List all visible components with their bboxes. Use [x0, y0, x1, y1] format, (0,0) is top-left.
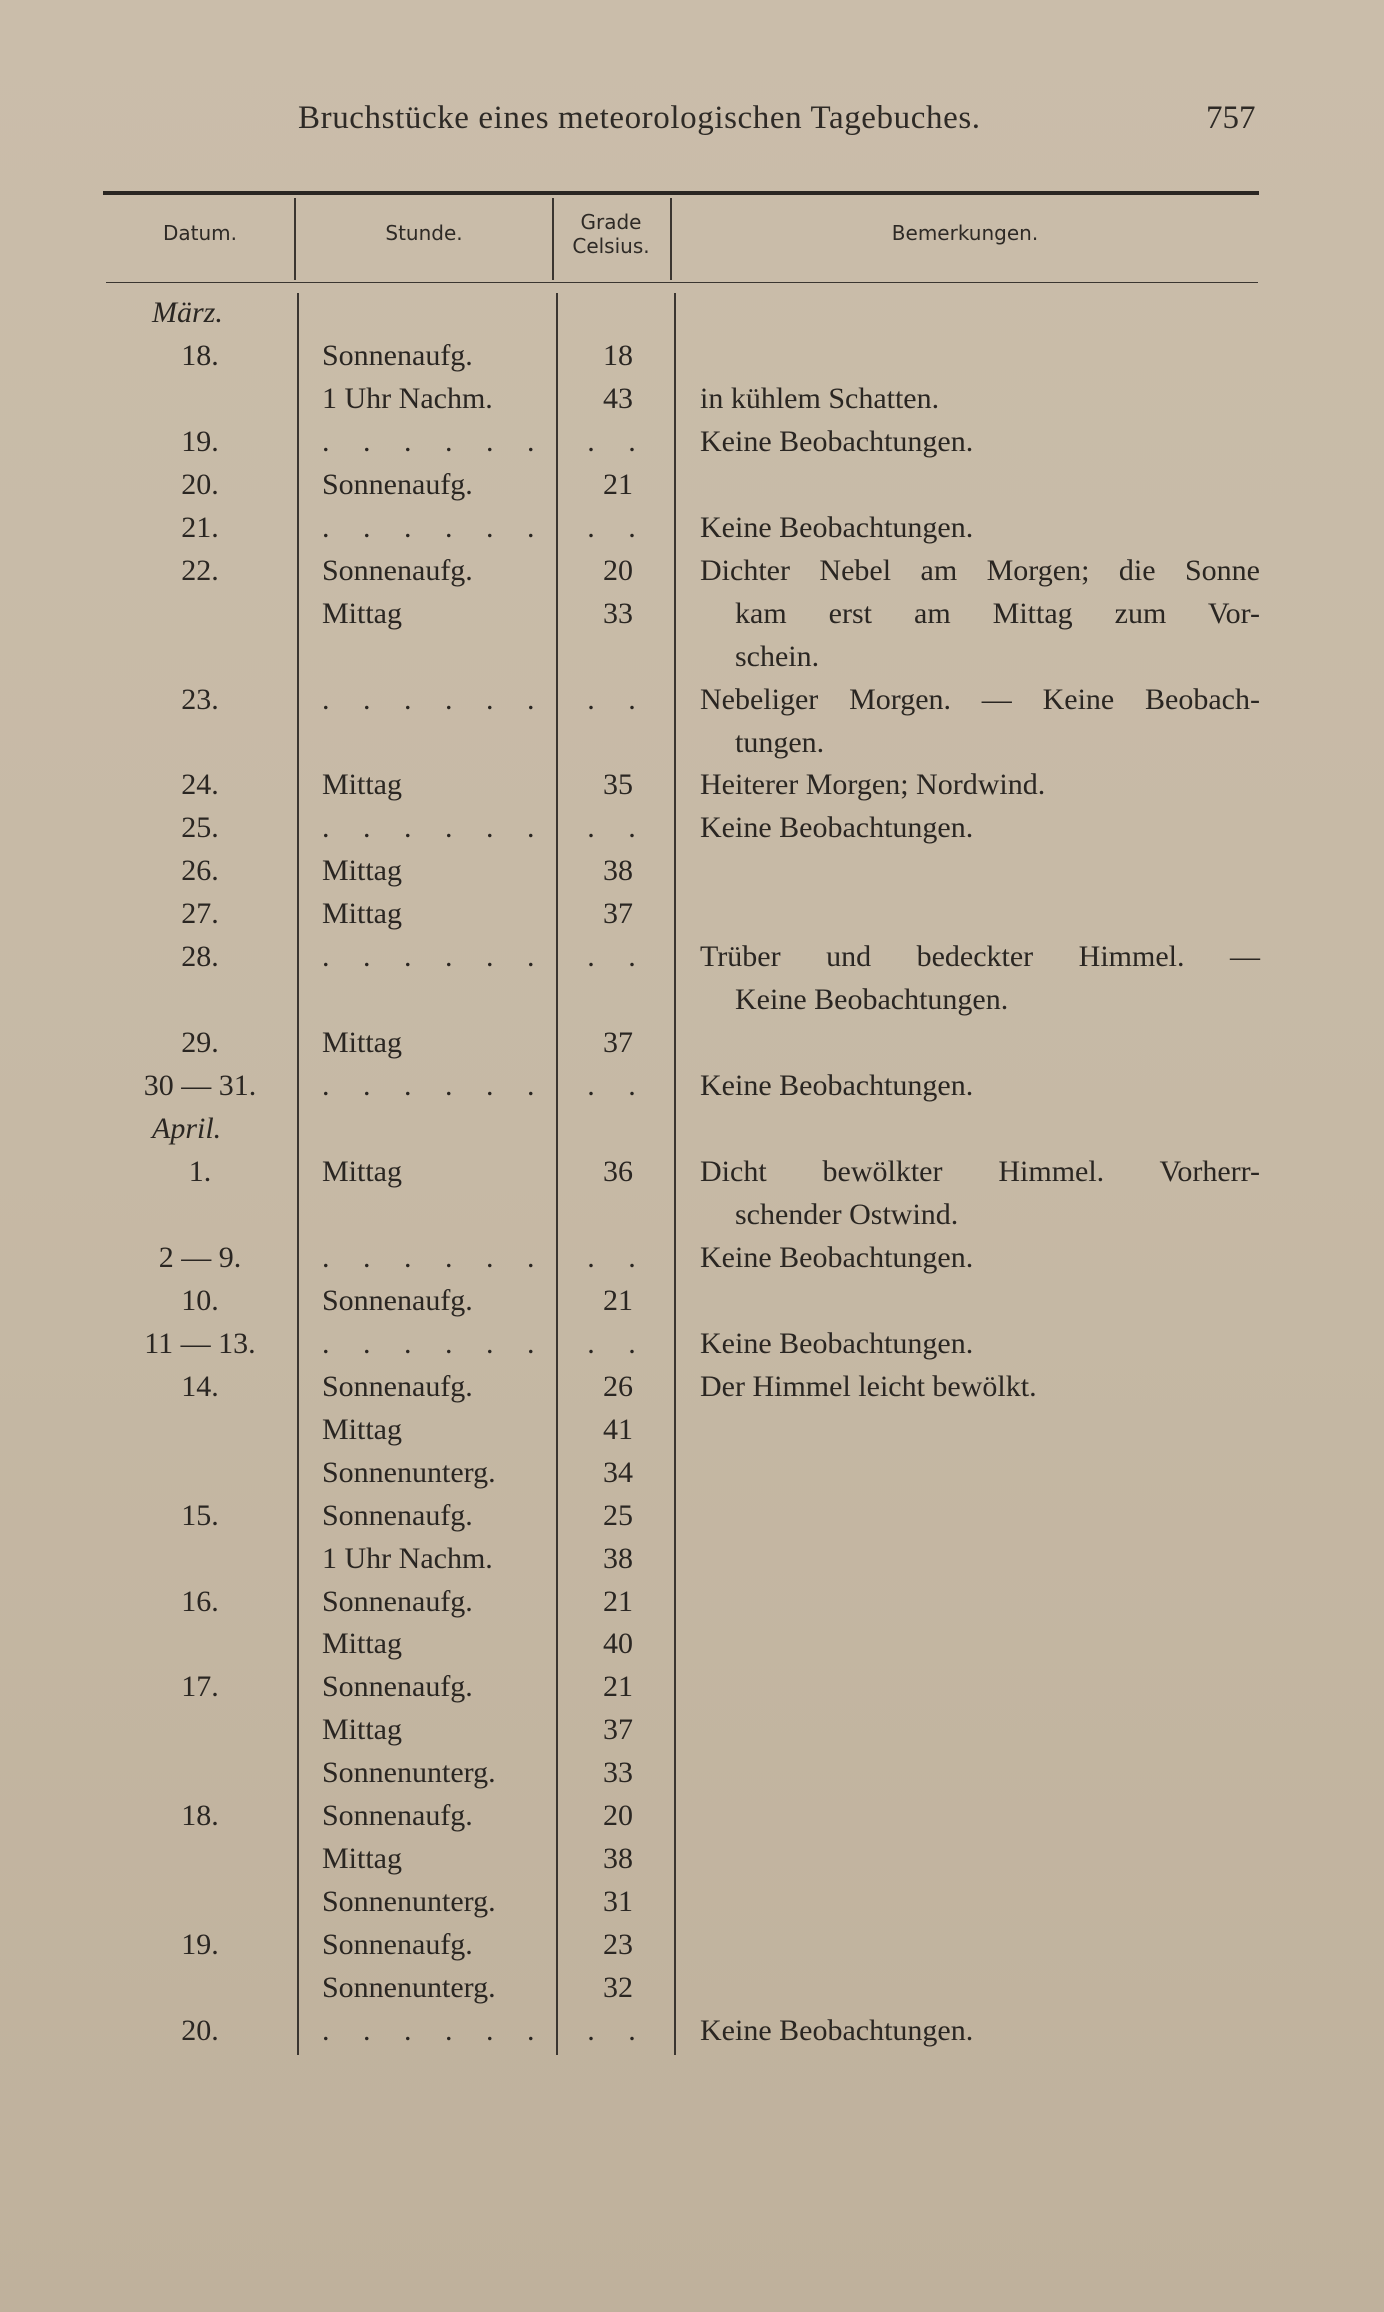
remarks-cell: Nebeliger Morgen. — Keine Beobach- — [700, 682, 1260, 716]
hour-cell: Mittag — [322, 854, 402, 888]
date-cell: 17. — [181, 1670, 219, 1704]
remarks-cell: schender Ostwind. — [735, 1197, 959, 1231]
hour-cell: . . . . . . — [322, 424, 548, 458]
hour-cell: . . . . . . — [322, 1240, 548, 1274]
date-cell: 20. — [181, 467, 219, 501]
hour-cell: . . . . . . — [322, 682, 548, 716]
hour-cell: Sonnenaufg. — [322, 338, 473, 372]
hour-cell: Mittag — [322, 768, 402, 802]
hour-cell: Mittag — [322, 897, 402, 931]
column-header-remarks: Bemerkungen. — [891, 221, 1039, 245]
degrees-cell: . . — [587, 811, 649, 845]
table-row — [0, 1923, 1384, 1966]
hour-cell: Mittag — [322, 1713, 402, 1747]
remarks-cell: Keine Beobachtungen. — [700, 1240, 974, 1274]
date-cell: 23. — [181, 682, 219, 716]
column-header-degrees-line1: Grade — [580, 210, 642, 234]
header-divider-3 — [670, 198, 672, 280]
page-number: 757 — [1206, 100, 1256, 136]
table-row — [0, 420, 1384, 463]
remarks-cell: Dicht bewölkter Himmel. Vorherr- — [700, 1155, 1260, 1188]
table-row — [0, 806, 1384, 849]
date-cell: 30 — 31. — [143, 1069, 257, 1103]
remarks-cell: Keine Beobachtungen. — [700, 424, 974, 458]
table-row — [0, 1880, 1384, 1923]
degrees-cell: 31 — [603, 1885, 633, 1919]
remarks-cell: Heiterer Morgen; Nordwind. — [700, 768, 1046, 802]
degrees-cell: 20 — [603, 553, 633, 587]
hour-cell: Mittag — [322, 1412, 402, 1446]
degrees-cell: 20 — [603, 1799, 633, 1833]
degrees-cell: . . — [587, 2014, 649, 2047]
header-divider-1 — [294, 198, 296, 280]
date-cell: 27. — [181, 897, 219, 931]
hour-cell: 1 Uhr Nachm. — [322, 1541, 493, 1575]
table-row — [0, 1837, 1384, 1880]
hour-cell: Mittag — [322, 596, 402, 630]
degrees-cell: . . — [587, 682, 649, 716]
hour-cell: . . . . . . — [322, 940, 548, 974]
remarks-cell: schein. — [735, 639, 820, 673]
date-cell: 21. — [181, 510, 219, 544]
table-row — [0, 1365, 1384, 1408]
table-row — [0, 1279, 1384, 1322]
remarks-cell: Trüber und bedeckter Himmel. — — [700, 940, 1260, 974]
hour-cell: Sonnenaufg. — [322, 553, 473, 587]
hour-cell: Sonnenunterg. — [322, 1455, 496, 1489]
degrees-cell: 40 — [603, 1627, 633, 1661]
hour-cell: Sonnenaufg. — [322, 1369, 473, 1403]
hour-cell: Mittag — [322, 1627, 402, 1661]
table-row — [0, 291, 1384, 334]
table-row — [0, 1236, 1384, 1279]
month-label: März. — [152, 296, 223, 329]
table-row — [0, 978, 1384, 1021]
remarks-cell: tungen. — [735, 725, 825, 759]
table-row — [0, 592, 1384, 635]
hour-cell: . . . . . . — [322, 510, 548, 544]
table-row — [0, 1622, 1384, 1665]
degrees-cell: 36 — [603, 1155, 633, 1188]
table-row — [0, 678, 1384, 721]
degrees-cell: 38 — [603, 1842, 633, 1876]
degrees-cell: 21 — [603, 467, 633, 501]
degrees-cell: 43 — [603, 381, 633, 415]
degrees-cell: 41 — [603, 1412, 633, 1446]
degrees-cell: 33 — [603, 596, 633, 630]
hour-cell: Mittag — [322, 1026, 402, 1060]
remarks-cell: Keine Beobachtungen. — [700, 811, 974, 845]
table-row — [0, 1322, 1384, 1365]
table-row — [0, 377, 1384, 420]
table-row — [0, 1794, 1384, 1837]
date-cell: 14. — [181, 1369, 219, 1403]
table-row — [0, 635, 1384, 678]
date-cell: 1. — [188, 1155, 212, 1188]
date-cell: 16. — [181, 1584, 219, 1618]
table-row — [0, 935, 1384, 978]
degrees-cell: 37 — [603, 897, 633, 931]
remarks-cell: Keine Beobachtungen. — [700, 2014, 974, 2047]
table-top-rule — [103, 191, 1259, 195]
degrees-cell: 34 — [603, 1455, 633, 1489]
degrees-cell: . . — [587, 424, 649, 458]
hour-cell: Sonnenunterg. — [322, 1885, 496, 1919]
table-row — [0, 506, 1384, 549]
table-row — [0, 2009, 1384, 2052]
hour-cell: . . . . . . — [322, 811, 548, 845]
degrees-cell: 21 — [603, 1584, 633, 1618]
hour-cell: Sonnenunterg. — [322, 1971, 496, 2005]
date-cell: 28. — [181, 940, 219, 974]
table-row — [0, 763, 1384, 806]
date-cell: 10. — [181, 1283, 219, 1317]
hour-cell: Sonnenunterg. — [322, 1756, 496, 1790]
remarks-cell: kam erst am Mittag zum Vor- — [735, 596, 1260, 630]
running-title: Bruchstücke eines meteorologischen Tagebuches. — [298, 100, 981, 136]
remarks-cell: Dichter Nebel am Morgen; die Sonne — [700, 553, 1260, 587]
degrees-cell: 38 — [603, 1541, 633, 1575]
date-cell: 19. — [181, 424, 219, 458]
table-row — [0, 334, 1384, 377]
remarks-cell: Der Himmel leicht bewölkt. — [700, 1369, 1037, 1403]
degrees-cell: 18 — [603, 338, 633, 372]
table-row — [0, 1193, 1384, 1236]
column-header-date: Datum. — [162, 221, 237, 245]
remarks-cell: Keine Beobachtungen. — [700, 1069, 974, 1103]
hour-cell: Sonnenaufg. — [322, 1498, 473, 1532]
degrees-cell: . . — [587, 1069, 649, 1103]
degrees-cell: . . — [587, 1326, 649, 1360]
hour-cell: Sonnenaufg. — [322, 1928, 473, 1962]
table-row — [0, 1064, 1384, 1107]
hour-cell: . . . . . . — [322, 2014, 548, 2047]
date-cell: 24. — [181, 768, 219, 802]
date-cell: 18. — [181, 1799, 219, 1833]
degrees-cell: . . — [587, 510, 649, 544]
table-row — [0, 1966, 1384, 2009]
hour-cell: Sonnenaufg. — [322, 1670, 473, 1704]
hour-cell: Sonnenaufg. — [322, 1283, 473, 1317]
date-cell: 26. — [181, 854, 219, 888]
table-row — [0, 1665, 1384, 1708]
hour-cell: 1 Uhr Nachm. — [322, 381, 493, 415]
table-row — [0, 849, 1384, 892]
degrees-cell: 23 — [603, 1928, 633, 1962]
degrees-cell: 26 — [603, 1369, 633, 1403]
table-row — [0, 1580, 1384, 1623]
column-header-degrees — [555, 210, 667, 258]
hour-cell: Sonnenaufg. — [322, 1799, 473, 1833]
date-cell: 15. — [181, 1498, 219, 1532]
table-row — [0, 1150, 1384, 1193]
table-header-rule — [106, 282, 1258, 283]
column-header-degrees-line2: Celsius. — [572, 234, 650, 258]
table-row — [0, 1107, 1384, 1150]
table-row — [0, 1494, 1384, 1537]
column-header-hour: Stunde. — [385, 221, 463, 245]
date-cell: 2 — 9. — [158, 1240, 242, 1274]
hour-cell: Sonnenaufg. — [322, 467, 473, 501]
degrees-cell: 21 — [603, 1283, 633, 1317]
date-cell: 22. — [181, 553, 219, 587]
degrees-cell: 33 — [603, 1756, 633, 1790]
header-divider-2 — [552, 198, 554, 280]
date-cell: 25. — [181, 811, 219, 845]
remarks-cell: Keine Beobachtungen. — [700, 510, 974, 544]
degrees-cell: 21 — [603, 1670, 633, 1704]
date-cell: 19. — [181, 1928, 219, 1962]
degrees-cell: 38 — [603, 854, 633, 888]
month-label: April. — [152, 1112, 222, 1146]
date-cell: 11 — 13. — [144, 1326, 256, 1360]
table-row — [0, 1451, 1384, 1494]
degrees-cell: 35 — [603, 768, 633, 802]
hour-cell: Mittag — [322, 1155, 402, 1188]
hour-cell: . . . . . . — [322, 1069, 548, 1103]
table-row — [0, 1751, 1384, 1794]
table-row — [0, 721, 1384, 764]
table-row — [0, 1408, 1384, 1451]
table-row — [0, 549, 1384, 592]
remarks-cell: Keine Beobachtungen. — [700, 1326, 974, 1360]
remarks-cell: Keine Beobachtungen. — [735, 983, 1009, 1017]
degrees-cell: 37 — [603, 1026, 633, 1060]
date-cell: 18. — [181, 338, 219, 372]
table-row — [0, 892, 1384, 935]
table-row — [0, 1537, 1384, 1580]
hour-cell: Sonnenaufg. — [322, 1584, 473, 1618]
date-cell: 20. — [181, 2014, 219, 2047]
hour-cell: Mittag — [322, 1842, 402, 1876]
table-row — [0, 1021, 1384, 1064]
degrees-cell: 25 — [603, 1498, 633, 1532]
remarks-cell: in kühlem Schatten. — [700, 381, 940, 415]
degrees-cell: 37 — [603, 1713, 633, 1747]
degrees-cell: 32 — [603, 1971, 633, 2005]
degrees-cell: . . — [587, 1240, 649, 1274]
table-row — [0, 463, 1384, 506]
degrees-cell: . . — [587, 940, 649, 974]
table-row — [0, 1708, 1384, 1751]
hour-cell: . . . . . . — [322, 1326, 548, 1360]
date-cell: 29. — [181, 1026, 219, 1060]
